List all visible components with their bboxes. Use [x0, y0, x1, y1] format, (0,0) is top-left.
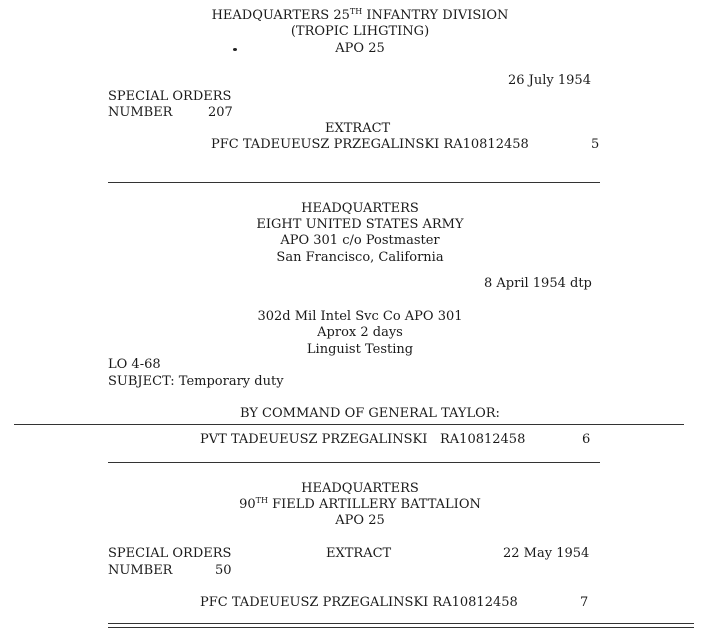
divider [108, 627, 694, 628]
s2-unit: EIGHT UNITED STATES ARMY [256, 217, 464, 232]
s1-number-value: 207 [208, 105, 233, 120]
s2-soldier-name: PVT TADEUEUSZ PRZEGALINSKI [200, 432, 428, 447]
s2-purpose: Linguist Testing [306, 342, 414, 357]
s2-date: 8 April 1954 dtp [484, 276, 592, 291]
scan-speck [233, 48, 237, 51]
divider [108, 462, 600, 463]
s1-number-label: NUMBER [108, 105, 173, 120]
s3-apo: APO 25 [335, 513, 385, 528]
s1-special-orders: SPECIAL ORDERS [108, 89, 232, 104]
s2-lo: LO 4-68 [108, 357, 161, 372]
s3-number-label: NUMBER [108, 563, 173, 578]
divider [108, 623, 694, 624]
s2-subject: SUBJECT: Temporary duty [108, 374, 284, 389]
s2-command: BY COMMAND OF GENERAL TAYLOR: [240, 406, 500, 421]
s3-unit: 90TH FIELD ARTILLERY BATTALION [239, 496, 481, 512]
s2-duration: Aprox 2 days [317, 325, 403, 340]
s3-hq: HEADQUARTERS [301, 481, 419, 496]
s3-extract: EXTRACT [326, 546, 392, 561]
divider [108, 182, 600, 183]
s2-destination: 302d Mil Intel Svc Co APO 301 [257, 309, 463, 324]
s3-number-value: 50 [215, 563, 232, 578]
s1-hq-line: HEADQUARTERS 25TH INFANTRY DIVISION [211, 7, 509, 23]
s1-item-number: 5 [591, 137, 600, 152]
s2-hq: HEADQUARTERS [301, 201, 419, 216]
s1-soldier-line: PFC TADEUEUSZ PRZEGALINSKI RA10812458 [211, 137, 529, 152]
s1-date: 26 July 1954 [508, 73, 591, 88]
s3-special-orders: SPECIAL ORDERS [108, 546, 232, 561]
s1-nickname: (TROPIC LIHGTING) [290, 24, 430, 39]
s3-item-number: 7 [580, 595, 589, 610]
s3-date: 22 May 1954 [503, 546, 590, 561]
s2-serial: RA10812458 [440, 432, 526, 447]
s2-item-number: 6 [582, 432, 591, 447]
divider [14, 424, 684, 425]
s1-apo: APO 25 [335, 41, 385, 56]
s2-city: San Francisco, California [276, 250, 444, 265]
s2-apo: APO 301 c/o Postmaster [280, 233, 440, 248]
s1-extract: EXTRACT [325, 121, 391, 136]
s3-soldier-line: PFC TADEUEUSZ PRZEGALINSKI RA10812458 [200, 595, 518, 610]
